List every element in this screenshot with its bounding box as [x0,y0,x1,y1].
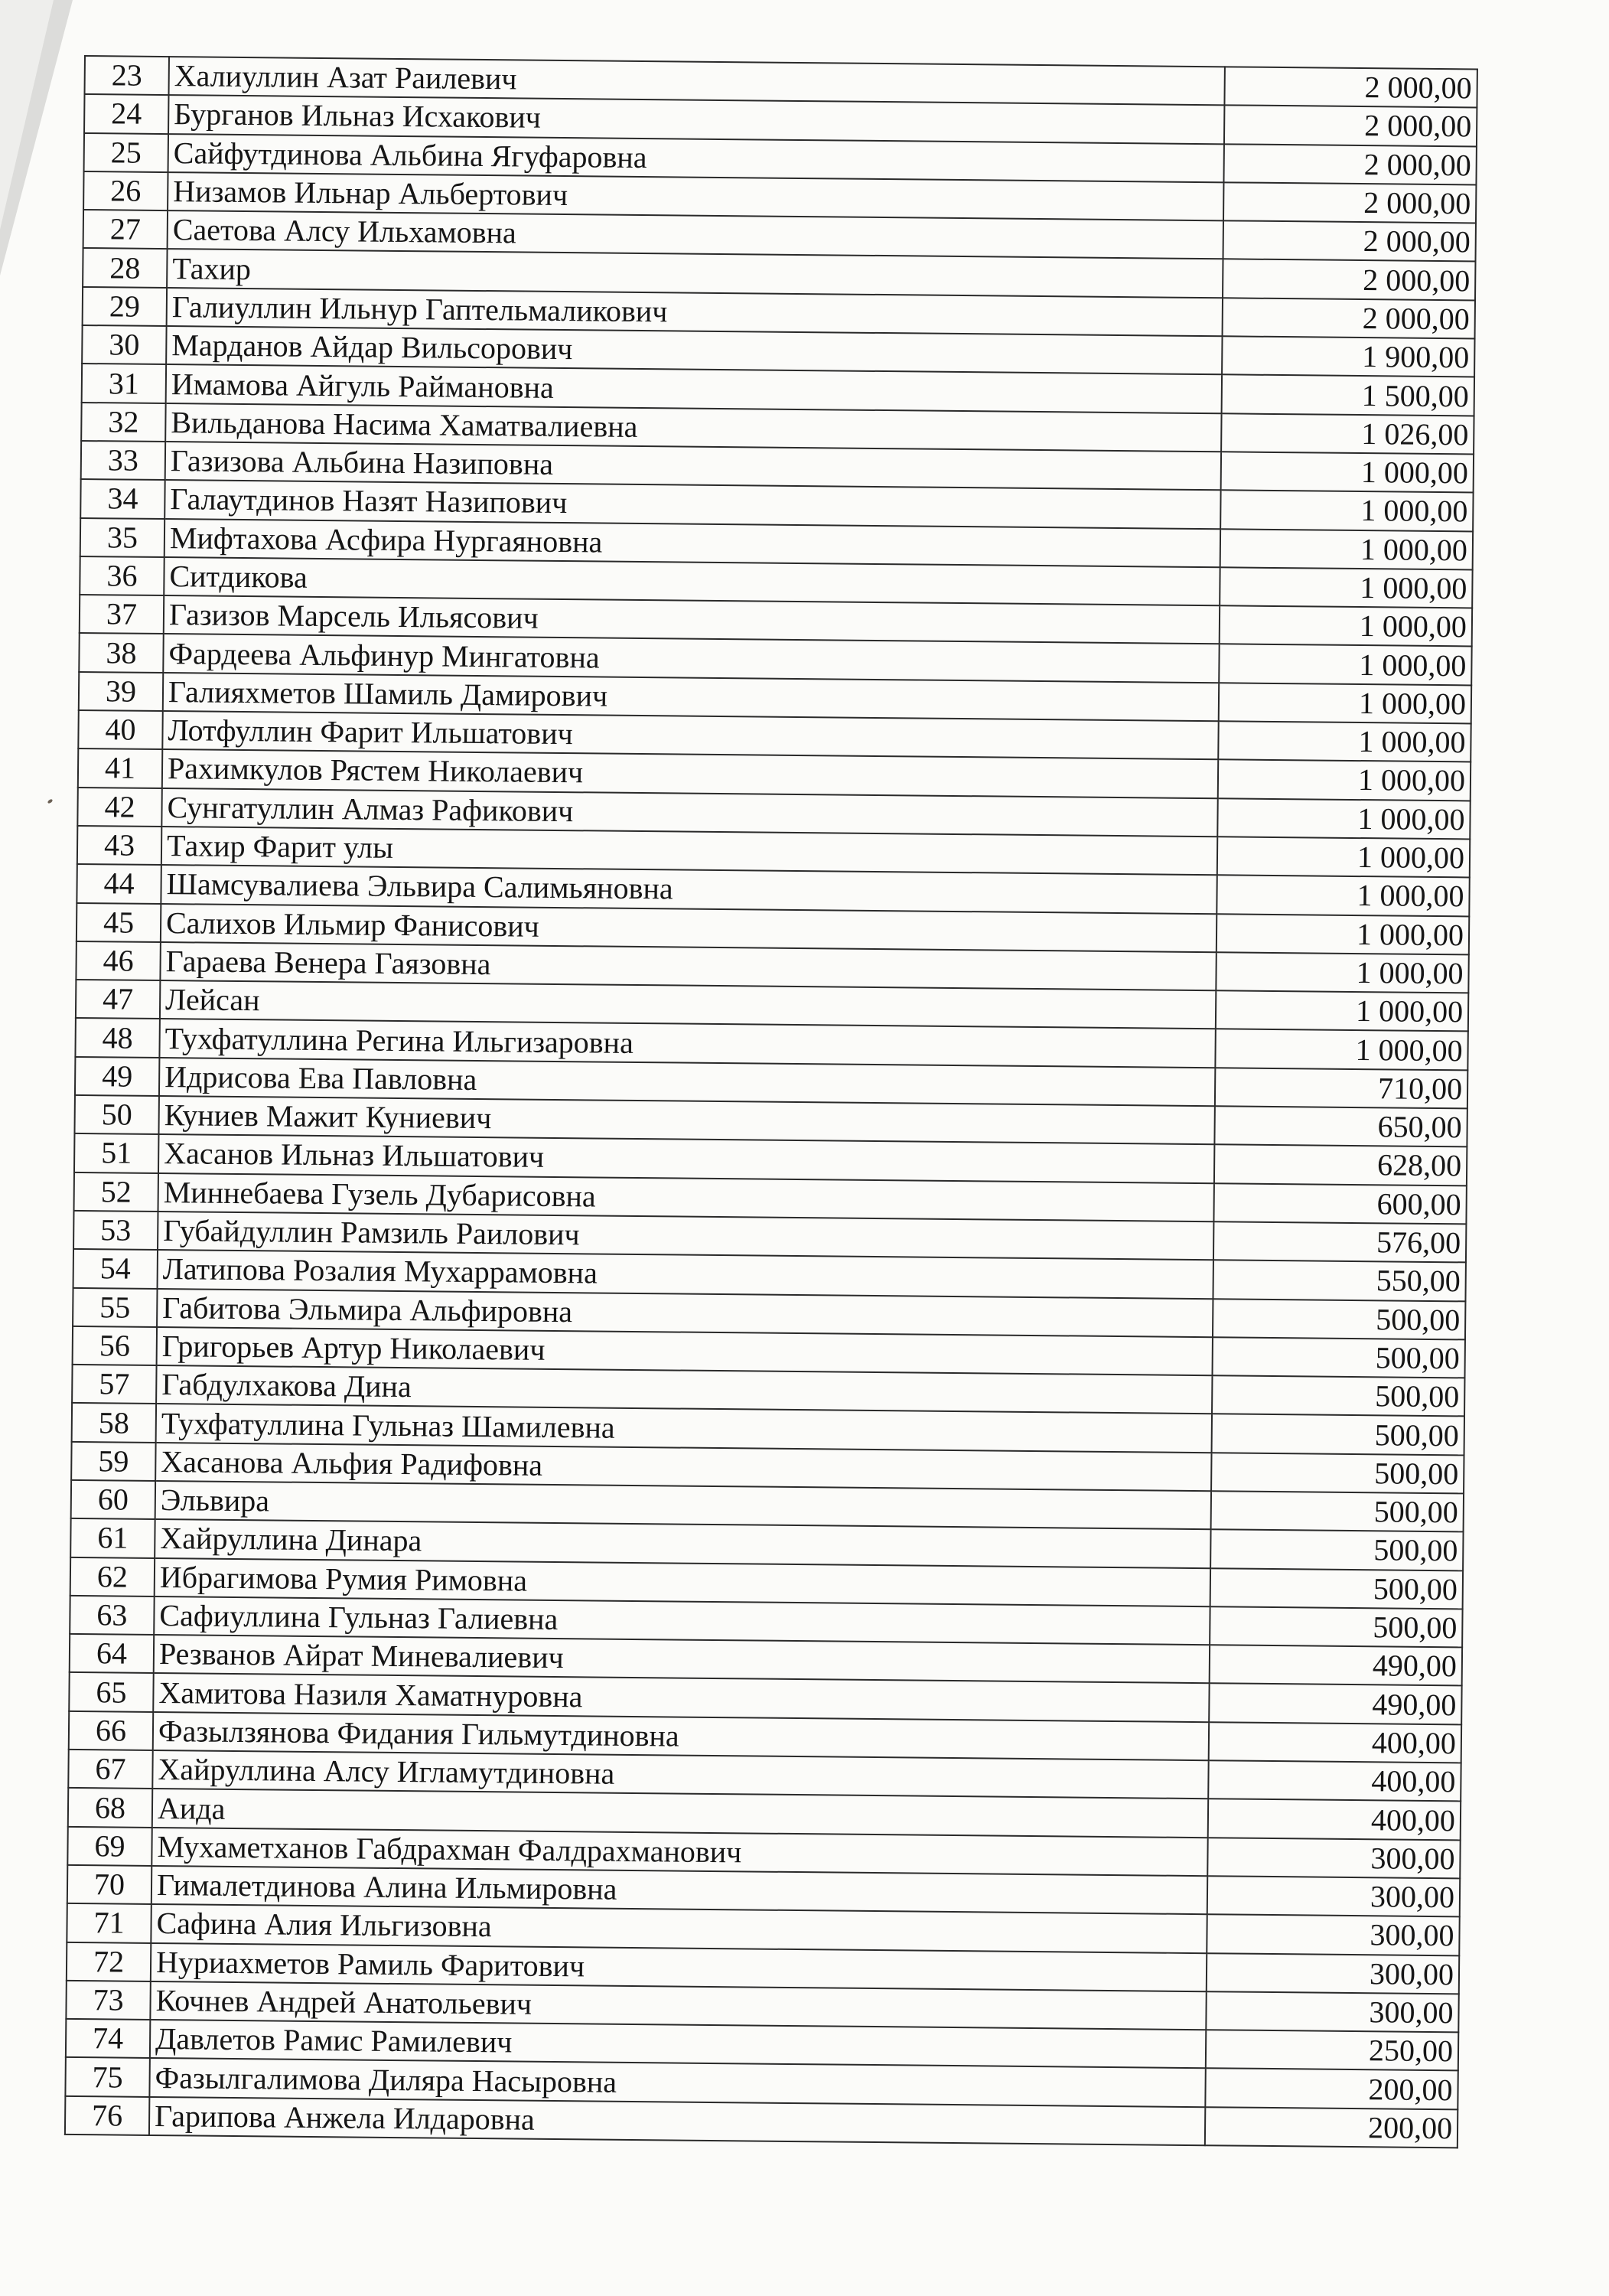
row-number: 25 [84,133,168,172]
row-number: 37 [80,595,164,634]
person-name: Габитова Эльмира Альфировна [157,1288,1213,1337]
amount-value: 500,00 [1213,1299,1465,1339]
person-name: Мухаметханов Габдрахман Фалдрахманович [151,1828,1207,1877]
table-body [65,56,1477,2148]
person-name: Тахир Фарит улы [161,827,1217,876]
person-name: Миннебаева Гузель Дубарисовна [158,1173,1214,1222]
row-number: 56 [73,1326,157,1365]
person-name: Резванов Айрат Миневалиевич [154,1635,1210,1684]
row-number: 51 [74,1133,158,1172]
amount-value: 1 000,00 [1216,990,1468,1031]
amount-value: 200,00 [1205,2107,1458,2148]
amount-value: 1 026,00 [1221,413,1474,454]
person-name: Имамова Айгуль Раймановна [166,364,1222,413]
amount-value: 1 000,00 [1220,605,1472,646]
amount-value: 1 000,00 [1221,452,1474,492]
person-name: Тухфатуллина Гульназ Шамилевна [156,1404,1212,1453]
amount-value: 1 000,00 [1217,837,1470,877]
amount-value: 400,00 [1209,1722,1461,1763]
amount-value: 250,00 [1206,2030,1458,2070]
person-name: Хасанов Ильназ Ильшатович [158,1134,1214,1183]
person-name: Фазылзянова Фидания Гильмутдиновна [153,1712,1209,1761]
donations-table [64,55,1478,2148]
amount-value: 1 900,00 [1222,336,1474,377]
amount-value: 710,00 [1215,1068,1467,1108]
row-number: 35 [80,518,164,557]
person-name: Губайдуллин Рамзиль Раилович [158,1212,1213,1261]
amount-value: 500,00 [1213,1337,1465,1378]
person-name: Галаутдинов Назят Назипович [164,480,1220,529]
amount-value: 500,00 [1210,1606,1462,1647]
row-number: 66 [69,1711,153,1750]
amount-value: 1 000,00 [1216,952,1468,993]
amount-value: 2 000,00 [1223,182,1476,223]
row-number: 53 [73,1211,158,1250]
amount-value: 2 000,00 [1224,67,1477,107]
person-name: Сайфутдинова Альбина Ягуфаровна [168,134,1224,183]
row-number: 31 [82,364,166,403]
amount-value: 2 000,00 [1223,298,1475,338]
person-name: Хамитова Назиля Хаматнуровна [153,1673,1209,1722]
amount-value: 2 000,00 [1223,144,1476,184]
row-number: 29 [83,287,167,326]
amount-value: 400,00 [1208,1799,1461,1840]
amount-value: 1 000,00 [1217,875,1469,915]
row-number: 70 [67,1865,151,1904]
amount-value: 500,00 [1210,1568,1463,1609]
row-number: 38 [79,633,163,672]
amount-value: 1 000,00 [1217,798,1470,839]
amount-value: 500,00 [1212,1414,1464,1455]
amount-value: 200,00 [1205,2069,1458,2109]
row-number: 32 [81,403,165,442]
amount-value: 400,00 [1208,1760,1461,1801]
row-number: 44 [77,864,161,903]
person-name: Ситдикова [164,557,1220,606]
person-name: Вильданова Насима Хаматвалиевна [165,403,1221,452]
person-name: Идрисова Ева Павловна [159,1058,1215,1107]
person-name: Фазылгалимова Диляра Насыровна [149,2058,1205,2107]
person-name: Латипова Розалия Мухаррамовна [158,1250,1213,1299]
person-name: Газизова Альбина Назиповна [165,442,1221,491]
row-number: 52 [74,1172,158,1212]
amount-value: 600,00 [1213,1183,1466,1224]
person-name: Гараева Венера Гаязовна [160,942,1216,991]
row-number: 33 [81,441,165,480]
row-number: 75 [65,2057,149,2096]
row-number: 27 [83,210,168,249]
amount-value: 500,00 [1210,1530,1463,1570]
person-name: Салихов Ильмир Фанисович [161,904,1217,953]
amount-value: 500,00 [1211,1453,1464,1493]
amount-value: 300,00 [1207,1953,1459,1994]
row-number: 48 [75,1018,159,1057]
person-name: Габдулхакова Дина [156,1365,1212,1414]
row-number: 34 [80,479,164,518]
amount-value: 628,00 [1214,1145,1467,1186]
row-number: 59 [71,1442,155,1481]
row-number: 74 [66,2019,150,2058]
row-number: 71 [67,1903,151,1942]
row-number: 61 [70,1518,155,1557]
amount-value: 1 500,00 [1222,375,1474,416]
person-name: Нуриахметов Рамиль Фаритович [151,1942,1207,1991]
row-number: 58 [72,1403,156,1442]
person-name: Саетова Алсу Ильхамовна [168,210,1223,259]
row-number: 30 [82,325,166,364]
person-name: Лотфуллин Фарит Ильшатович [162,711,1218,760]
row-number: 54 [73,1249,158,1288]
person-name: Сафина Алия Ильгизовна [151,1904,1207,1953]
amount-value: 500,00 [1212,1375,1464,1416]
amount-value: 1 000,00 [1220,567,1472,608]
amount-value: 2 000,00 [1224,106,1477,146]
amount-value: 576,00 [1213,1221,1466,1262]
person-name: Хайруллина Динара [155,1519,1210,1568]
amount-value: 550,00 [1213,1260,1465,1300]
amount-value: 300,00 [1207,1914,1459,1955]
row-number: 62 [70,1557,155,1596]
person-name: Низамов Ильнар Альбертович [168,172,1223,221]
person-name: Сунгатуллин Алмаз Рафикович [161,788,1217,837]
person-name: Аида [152,1789,1208,1838]
row-number: 39 [79,672,163,711]
row-number: 55 [73,1287,157,1326]
row-number: 60 [71,1480,155,1519]
amount-value: 490,00 [1210,1645,1462,1685]
amount-value: 500,00 [1211,1491,1464,1531]
person-name: Тахир [167,249,1223,298]
row-number: 50 [74,1095,158,1134]
row-number: 46 [76,941,160,980]
row-number: 42 [77,788,161,827]
row-number: 49 [75,1057,159,1096]
amount-value: 490,00 [1209,1684,1461,1724]
person-name: Марданов Айдар Вильсорович [166,326,1222,375]
amount-value: 1 000,00 [1220,529,1473,569]
row-number: 40 [78,710,162,749]
amount-value: 2 000,00 [1223,259,1475,300]
person-name: Сафиуллина Гульназ Галиевна [154,1596,1210,1645]
person-name: Тухфатуллина Регина Ильгизаровна [159,1019,1215,1068]
folded-corner-highlight [0,0,54,230]
amount-value: 1 000,00 [1219,644,1471,685]
amount-value: 1 000,00 [1218,721,1471,762]
row-number: 45 [77,902,161,941]
row-number: 65 [69,1672,153,1711]
person-name: Шамсувалиева Эльвира Салимьяновна [161,865,1217,914]
amount-value: 300,00 [1206,1991,1458,2032]
row-number: 28 [83,248,167,287]
person-name: Эльвира [155,1481,1211,1530]
row-number: 23 [85,56,169,95]
row-number: 57 [72,1365,156,1404]
person-name: Фардеева Альфинур Мингатовна [163,634,1219,683]
amount-value: 650,00 [1214,1106,1467,1146]
row-number: 69 [67,1827,151,1866]
person-name: Куниев Мажит Куниевич [158,1096,1214,1145]
row-number: 26 [83,171,168,210]
person-name: Гималетдинова Алина Ильмировна [151,1866,1207,1915]
person-name: Хайруллина Алсу Игламутдиновна [152,1750,1208,1799]
person-name: Халиуллин Азат Раилевич [169,57,1225,106]
person-name: Галияхметов Шамиль Дамирович [163,673,1219,722]
row-number: 41 [78,748,162,788]
row-number: 36 [80,556,164,595]
row-number: 24 [84,94,168,133]
row-number: 73 [66,1981,150,2020]
person-name: Газизов Марсель Ильясович [164,595,1220,644]
person-name: Лейсан [160,980,1216,1029]
person-name: Рахимкулов Рястем Николаевич [162,749,1218,798]
row-number: 72 [67,1942,151,1981]
row-number: 47 [76,980,160,1019]
amount-value: 1 000,00 [1219,683,1471,723]
document-sheet [64,55,1477,2148]
amount-value: 1 000,00 [1217,914,1469,954]
amount-value: 2 000,00 [1223,220,1476,261]
row-number: 68 [68,1788,152,1827]
ink-spot [47,798,53,804]
person-name: Давлетов Рамис Рамилевич [150,2020,1206,2069]
person-name: Ибрагимова Румия Римовна [155,1558,1210,1607]
row-number: 43 [77,826,161,865]
person-name: Хасанова Альфия Радифовна [155,1443,1211,1492]
person-name: Гарипова Анжела Илдаровна [149,2097,1205,2146]
person-name: Галиуллин Ильнур Гаптельмаликович [167,288,1223,337]
row-number: 67 [68,1750,152,1789]
row-number: 63 [70,1596,154,1635]
person-name: Кочнев Андрей Анатольевич [150,1981,1206,2030]
amount-value: 1 000,00 [1218,760,1471,801]
person-name: Григорьев Артур Николаевич [157,1327,1213,1376]
amount-value: 1 000,00 [1220,491,1473,531]
person-name: Мифтахова Асфира Нургаяновна [164,519,1220,568]
amount-value: 300,00 [1207,1838,1460,1878]
amount-value: 300,00 [1207,1876,1460,1916]
row-number: 76 [65,2096,149,2135]
person-name: Бурганов Ильназ Исхакович [168,95,1224,144]
amount-value: 1 000,00 [1215,1029,1467,1070]
row-number: 64 [70,1634,154,1673]
